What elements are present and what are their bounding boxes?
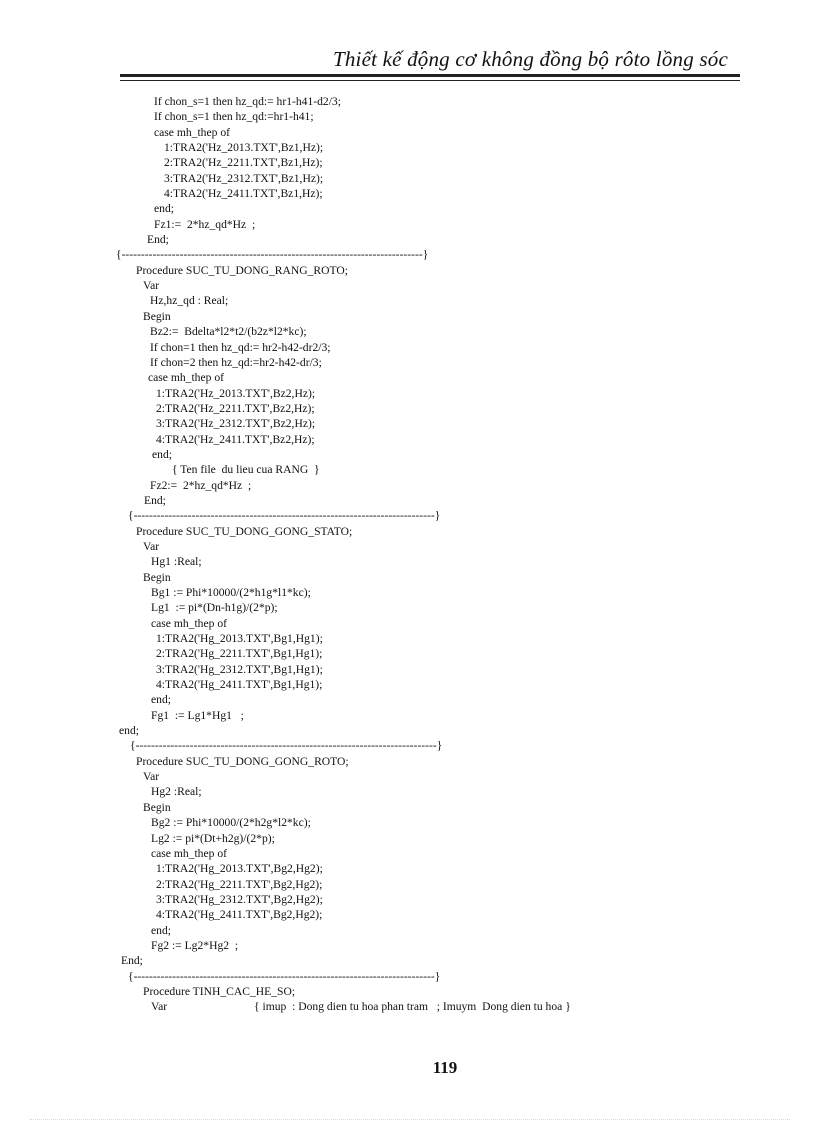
code-line: 2:TRA2('Hg_2211.TXT',Bg2,Hg2);: [156, 877, 323, 891]
code-line: Var: [143, 539, 160, 553]
code-line: 2:TRA2('Hg_2211.TXT',Bg1,Hg1);: [156, 647, 323, 661]
code-line: Bz2:= Bdelta*l2*t2/(b2z*l2*kc);: [150, 325, 307, 339]
code-line: 1:TRA2('Hg_2013.TXT',Bg2,Hg2);: [156, 862, 323, 876]
code-line: 4:TRA2('Hg_2411.TXT',Bg1,Hg1);: [156, 678, 323, 692]
code-line: Begin: [143, 309, 171, 323]
code-line: 1:TRA2('Hg_2013.TXT',Bg1,Hg1);: [156, 632, 323, 646]
code-line: If chon_s=1 then hz_qd:=hr1-h41;: [154, 110, 314, 124]
code-line: Begin: [143, 570, 171, 584]
code-line: case mh_thep of: [154, 125, 230, 139]
code-line: 3:TRA2('Hg_2312.TXT',Bg2,Hg2);: [156, 892, 323, 906]
code-line: case mh_thep of: [151, 846, 227, 860]
code-line: Hg1 :Real;: [151, 555, 202, 569]
code-line: Bg2 := Phi*10000/(2*h2g*l2*kc);: [151, 816, 311, 830]
code-line: Lg2 := pi*(Dt+h2g)/(2*p);: [151, 831, 275, 845]
header-rule-thin: [120, 80, 740, 81]
code-line: Procedure TINH_CAC_HE_SO;: [143, 984, 296, 998]
code-line: Var { imup : Dong dien tu hoa phan tram ; Imuym Dong dien tu hoa }: [151, 1000, 571, 1014]
code-line: end;: [152, 447, 172, 461]
code-line: Fg2 := Lg2*Hg2 ;: [151, 938, 239, 952]
code-line: Fz1:= 2*hz_qd*Hz ;: [154, 217, 256, 231]
code-line: Procedure SUC_TU_DONG_RANG_ROTO;: [136, 263, 349, 277]
code-line: {------------------------------------------------------------------------------}: [128, 969, 441, 983]
code-line: 3:TRA2('Hz_2312.TXT',Bz2,Hz);: [156, 417, 316, 431]
code-line: 1:TRA2('Hz_2013.TXT',Bz1,Hz);: [164, 141, 324, 155]
page-number: 119: [432, 1058, 458, 1077]
header-rule-thick: [120, 74, 740, 77]
code-line: Begin: [143, 800, 171, 814]
code-line: Fz2:= 2*hz_qd*Hz ;: [150, 478, 252, 492]
page-header-title: Thiết kế động cơ không đồng bộ rôto lồng sóc: [332, 47, 728, 71]
code-line: case mh_thep of: [148, 371, 224, 385]
code-line: 2:TRA2('Hz_2211.TXT',Bz1,Hz);: [164, 156, 323, 170]
bottom-dotted-rule: [30, 1119, 790, 1120]
code-line: end;: [151, 693, 171, 707]
code-line: 4:TRA2('Hz_2411.TXT',Bz2,Hz);: [156, 432, 315, 446]
code-line: Bg1 := Phi*10000/(2*h1g*l1*kc);: [151, 586, 311, 599]
code-line: 1:TRA2('Hz_2013.TXT',Bz2,Hz);: [156, 386, 316, 400]
code-line: 3:TRA2('Hg_2312.TXT',Bg1,Hg1);: [156, 662, 323, 676]
code-line: If chon=2 then hz_qd:=hr2-h42-dr/3;: [150, 355, 322, 369]
code-line: End;: [147, 233, 169, 247]
code-line: case mh_thep of: [151, 616, 227, 630]
code-line: End;: [144, 493, 166, 507]
code-line: {------------------------------------------------------------------------------}: [116, 248, 429, 262]
code-line: 4:TRA2('Hg_2411.TXT',Bg2,Hg2);: [156, 908, 323, 922]
code-line: Procedure SUC_TU_DONG_GONG_ROTO;: [136, 754, 349, 768]
code-line: Fg1 := Lg1*Hg1 ;: [151, 708, 244, 722]
code-line: Hz,hz_qd : Real;: [150, 294, 229, 308]
code-line: { Ten file du lieu cua RANG }: [172, 463, 320, 477]
code-line: Hg2 :Real;: [151, 785, 202, 799]
code-line: If chon_s=1 then hz_qd:= hr1-h41-d2/3;: [154, 95, 341, 108]
code-line: Var: [143, 279, 160, 293]
code-line: 3:TRA2('Hz_2312.TXT',Bz1,Hz);: [164, 171, 324, 185]
code-line: {------------------------------------------------------------------------------}: [128, 509, 441, 523]
code-line: Procedure SUC_TU_DONG_GONG_STATO;: [136, 524, 353, 538]
code-line: If chon=1 then hz_qd:= hr2-h42-dr2/3;: [150, 340, 331, 354]
code-line: End;: [121, 954, 143, 968]
code-line: 4:TRA2('Hz_2411.TXT',Bz1,Hz);: [164, 187, 323, 201]
code-line: 2:TRA2('Hz_2211.TXT',Bz2,Hz);: [156, 401, 315, 415]
pascal-code-listing: [0, 94, 816, 1015]
code-line: Lg1 := pi*(Dn-h1g)/(2*p);: [151, 601, 278, 615]
code-line: end;: [151, 923, 171, 937]
code-line: Var: [143, 770, 160, 784]
code-line: {------------------------------------------------------------------------------}: [130, 739, 443, 753]
code-line: end;: [154, 202, 174, 216]
code-line: end;: [119, 724, 139, 738]
